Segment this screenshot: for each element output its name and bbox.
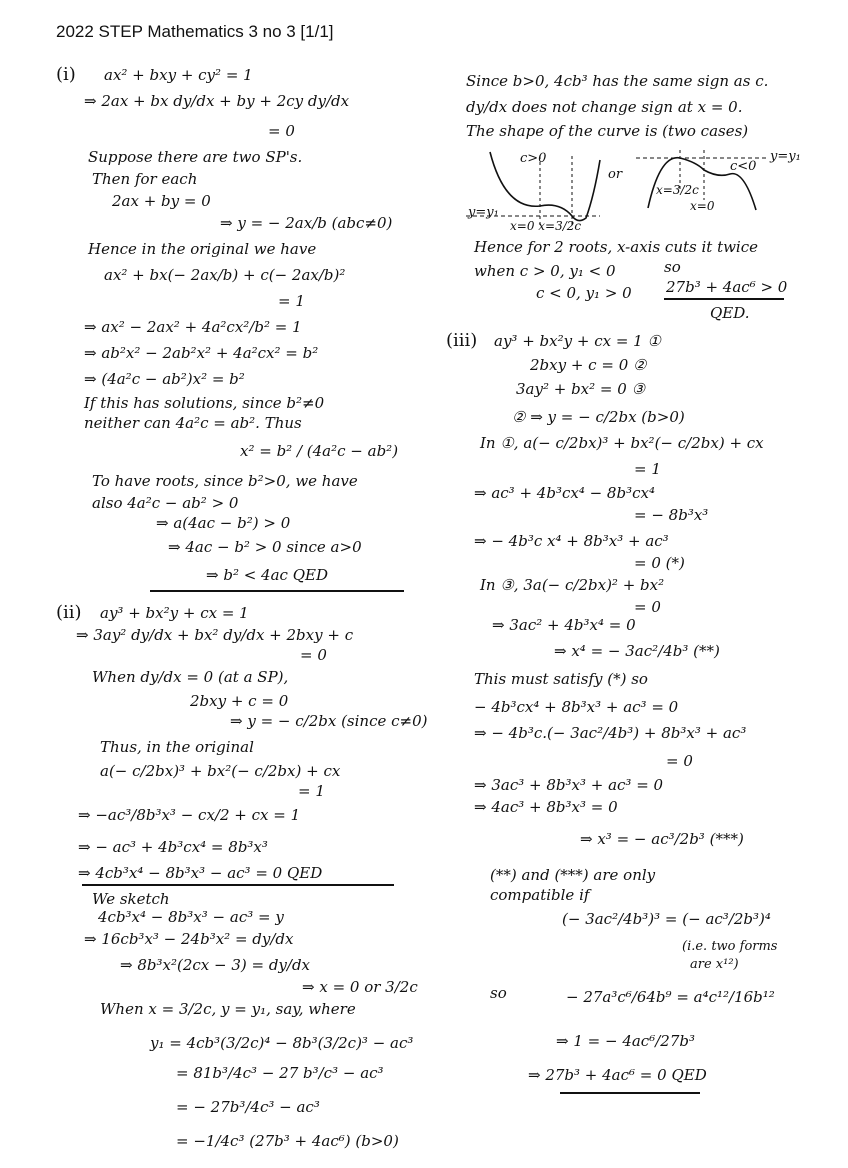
sketch-label: x=0 (690, 199, 715, 213)
right-line: = 0 (666, 752, 693, 770)
left-line: a(− c/2bx)³ + bx²(− c/2bx) + cx (100, 762, 341, 780)
right-line: = 0 (634, 598, 661, 616)
left-line: ⇒ 4cb³x⁴ − 8b³x³ − ac³ = 0 QED (78, 864, 323, 882)
right-line: In ①, a(− c/2bx)³ + bx²(− c/2bx) + cx (480, 434, 764, 452)
sketch-label: c<0 (730, 159, 757, 174)
left-line: When dy/dx = 0 (at a SP), (92, 668, 289, 686)
underline-rule (150, 590, 404, 592)
sketch-label: y=y₁ (468, 205, 499, 220)
right-line: (i.e. two forms (682, 939, 778, 954)
right-line: ⇒ 1 = − 4ac⁶/27b³ (556, 1032, 695, 1050)
right-line: 27b³ + 4ac⁶ > 0 (666, 278, 788, 296)
right-line: ⇒ 27b³ + 4ac⁶ = 0 QED (528, 1066, 707, 1084)
left-line: ⇒ y = − 2ax/b (abc≠0) (220, 214, 393, 232)
part-label-i: (i) (56, 64, 76, 85)
right-line: This must satisfy (*) so (474, 670, 648, 688)
left-line: 2bxy + c = 0 (190, 692, 289, 710)
right-line: ⇒ − 4b³c x⁴ + 8b³x³ + ac³ (474, 532, 669, 550)
left-line: y₁ = 4cb³(3/2c)⁴ − 8b³(3/2c)³ − ac³ (150, 1034, 414, 1052)
underline-rule (560, 1092, 700, 1094)
left-line: We sketch (92, 890, 170, 908)
part-label-iii: (iii) (446, 330, 478, 351)
right-line: so (490, 984, 507, 1002)
left-line: x² = b² / (4a²c − ab²) (240, 442, 399, 460)
left-line: If this has solutions, since b²≠0 (84, 394, 325, 412)
left-line: Suppose there are two SP's. (88, 148, 303, 166)
right-line: c < 0, y₁ > 0 (536, 284, 632, 302)
sketch-label: x=3/2c (656, 183, 699, 197)
left-line: ay³ + bx²y + cx = 1 (100, 604, 249, 622)
sketch-label: or (608, 167, 623, 182)
right-line: ay³ + bx²y + cx = 1 ① (494, 332, 661, 350)
right-line: = − 8b³x³ (634, 506, 709, 524)
left-line: ⇒ 2ax + bx dy/dx + by + 2cy dy/dx (84, 92, 350, 110)
left-line: ⇒ 3ay² dy/dx + bx² dy/dx + 2bxy + c (76, 626, 354, 644)
right-line: QED. (710, 304, 750, 322)
left-line: = 0 (300, 646, 327, 664)
left-line: ⇒ ab²x² − 2ab²x² + 4a²cx² = b² (84, 344, 319, 362)
right-line: ⇒ ac³ + 4b³cx⁴ − 8b³cx⁴ (474, 484, 655, 502)
left-line: ⇒ 16cb³x³ − 24b³x² = dy/dx (84, 930, 294, 948)
right-line: 3ay² + bx² = 0 ③ (516, 380, 646, 398)
right-line: ⇒ 4ac³ + 8b³x³ = 0 (474, 798, 618, 816)
right-line: ⇒ − 4b³c.(− 3ac²/4b³) + 8b³x³ + ac³ (474, 724, 747, 742)
right-line: (**) and (***) are only (490, 866, 656, 884)
right-line: ② ⇒ y = − c/2bx (b>0) (512, 408, 685, 426)
sketch-label: c>0 (520, 151, 547, 166)
sketch-label: y=y₁ (770, 149, 801, 164)
left-line: = − 27b³/4c³ − ac³ (176, 1098, 320, 1116)
left-line: ⇒ ax² − 2ax² + 4a²cx²/b² = 1 (84, 318, 302, 336)
right-line: ⇒ x⁴ = − 3ac²/4b³ (**) (554, 642, 720, 660)
left-line: ax² + bxy + cy² = 1 (104, 66, 253, 84)
right-line: when c > 0, y₁ < 0 (474, 262, 616, 280)
left-line: When x = 3/2c, y = y₁, say, where (100, 1000, 356, 1018)
right-line: − 4b³cx⁴ + 8b³x³ + ac³ = 0 (474, 698, 679, 716)
page-title: 2022 STEP Mathematics 3 no 3 [1/1] (56, 22, 334, 41)
left-line: Then for each (92, 170, 198, 188)
right-line: Since b>0, 4cb³ has the same sign as c. (466, 72, 769, 90)
left-line: 4cb³x⁴ − 8b³x³ − ac³ = y (98, 908, 284, 926)
left-line: To have roots, since b²>0, we have (92, 472, 358, 490)
right-line: = 0 (*) (634, 554, 685, 572)
underline-rule (664, 298, 784, 300)
left-line: = 0 (268, 122, 295, 140)
left-line: 2ax + by = 0 (112, 192, 211, 210)
right-line: ⇒ 3ac³ + 8b³x³ + ac³ = 0 (474, 776, 664, 794)
left-line: ⇒ x = 0 or 3/2c (302, 978, 418, 996)
part-label-ii: (ii) (56, 602, 82, 623)
left-line: = 1 (298, 782, 325, 800)
right-line: are x¹²) (690, 957, 739, 972)
right-line: The shape of the curve is (two cases) (466, 122, 749, 140)
right-line: In ③, 3a(− c/2bx)² + bx² (480, 576, 665, 594)
left-line: ⇒ a(4ac − b²) > 0 (156, 514, 291, 532)
left-line: ⇒ −ac³/8b³x³ − cx/2 + cx = 1 (78, 806, 301, 824)
left-line: ⇒ b² < 4ac QED (206, 566, 328, 584)
left-line: ⇒ 4ac − b² > 0 since a>0 (168, 538, 362, 556)
left-line: ⇒ − ac³ + 4b³cx⁴ = 8b³x³ (78, 838, 268, 856)
left-line: also 4a²c − ab² > 0 (92, 494, 239, 512)
right-line: dy/dx does not change sign at x = 0. (466, 98, 743, 116)
sketch-label: x=0 x=3/2c (510, 219, 582, 233)
right-line: Hence for 2 roots, x-axis cuts it twice (474, 238, 759, 256)
left-line: Thus, in the original (100, 738, 254, 756)
left-line: = −1/4c³ (27b³ + 4ac⁶) (b>0) (176, 1132, 399, 1150)
left-line: ax² + bx(− 2ax/b) + c(− 2ax/b)² (104, 266, 346, 284)
left-line: neither can 4a²c = ab². Thus (84, 414, 302, 432)
right-line: (− 3ac²/4b³)³ = (− ac³/2b³)⁴ (562, 910, 771, 928)
right-line: − 27a³c⁶/64b⁹ = a⁴c¹²/16b¹² (566, 988, 775, 1006)
left-line: ⇒ y = − c/2bx (since c≠0) (230, 712, 428, 730)
left-line: ⇒ (4a²c − ab²)x² = b² (84, 370, 245, 388)
right-line: ⇒ x³ = − ac³/2b³ (***) (580, 830, 744, 848)
right-line: ⇒ 3ac² + 4b³x⁴ = 0 (492, 616, 636, 634)
right-line: 2bxy + c = 0 ② (530, 356, 647, 374)
left-line: ⇒ 8b³x²(2cx − 3) = dy/dx (120, 956, 311, 974)
left-line: Hence in the original we have (88, 240, 317, 258)
left-line: = 1 (278, 292, 305, 310)
left-line: = 81b³/4c³ − 27 b³/c³ − ac³ (176, 1064, 384, 1082)
right-line: compatible if (490, 886, 590, 904)
right-line: so (664, 258, 681, 276)
right-line: = 1 (634, 460, 661, 478)
underline-rule (82, 884, 394, 886)
